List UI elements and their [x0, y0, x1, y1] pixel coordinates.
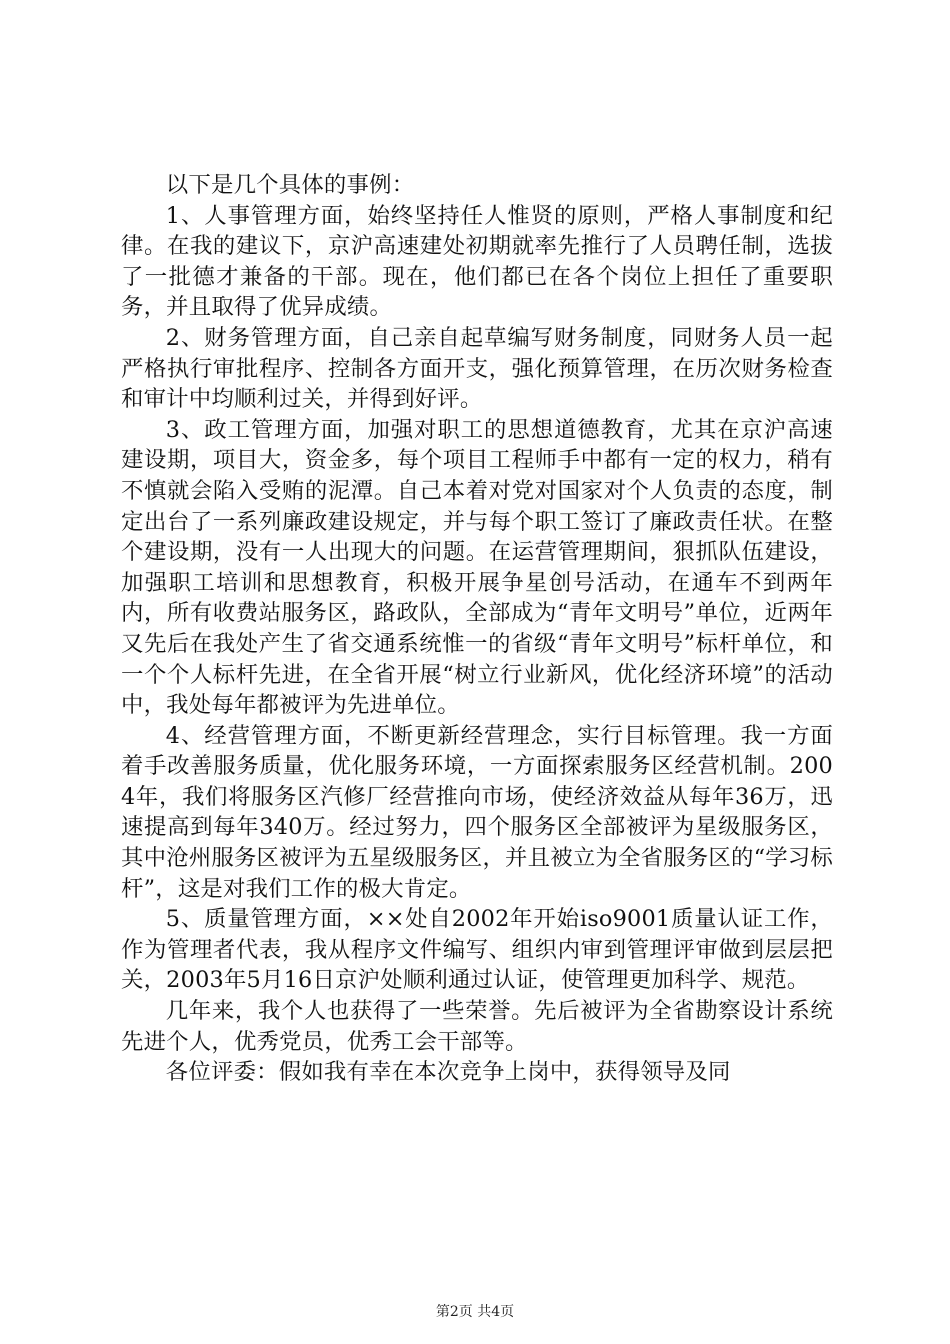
page-footer: 第2页 共4页	[435, 1304, 515, 1320]
paragraph-political: 3、政工管理方面，加强对职工的思想道德教育，尤其在京沪高速建设期，项目大，资金多，每个项目工程师手中都有一定的权力，稍有不慎就会陷入受贿的泥潭。自己本着对党对国家对个人负责的态度，制定出台了一系列廉政建设规定，并与每个职工签订了廉政责任状。在整个建设期，没有一人出现大的问题。在运营管理期间，狠抓队伍建设，加强职工培训和思想教育，积极开展争星创号活动，在通车不到两年内，所有收费站服务区，路政队，全部成为“青年文明号”单位，近两年又先后在我处产生了省交通系统惟一的省级“青年文明号”标杆单位，和一个个人标杆先进，在全省开展“树立行业新风，优化经济环境”的活动中，我处每年都被评为先进单位。	[121, 416, 833, 719]
paragraph-personnel: 1、人事管理方面，始终坚持任人惟贤的原则，严格人事制度和纪律。在我的建议下，京沪高速建处初期就率先推行了人员聘任制，选拔了一批德才兼备的干部。现在，他们都已在各个岗位上担任了重要职务，并且取得了优异成绩。	[121, 202, 833, 321]
paragraph-operations: 4、经营管理方面，不断更新经营理念，实行目标管理。我一方面着手改善服务质量，优化服务环境，一方面探索服务区经营机制。2004年，我们将服务区汽修厂经营推向市场，使经济效益从每年36万，迅速提高到每年340万。经过努力，四个服务区全部被评为星级服务区，其中沧州服务区被评为五星级服务区，并且被立为全省服务区的“学习标杆”，这是对我们工作的极大肯定。	[121, 722, 833, 902]
paragraph-quality: 5、质量管理方面，××处自2002年开始iso9001质量认证工作，作为管理者代表，我从程序文件编写、组织内审到管理评审做到层层把关，2003年5月16日京沪处顺利通过认证，使管理更加科学、规范。	[121, 906, 833, 994]
document-body	[121, 170, 833, 1088]
paragraph-closing: 各位评委：假如我有幸在本次竞争上岗中，获得领导及同	[165, 1059, 731, 1086]
paragraph-intro: 以下是几个具体的事例：	[165, 172, 415, 198]
paragraph-honors: 几年来，我个人也获得了一些荣誉。先后被评为全省勘察设计系统先进个人，优秀党员，优秀工会干部等。	[121, 998, 833, 1055]
paragraph-finance: 2、财务管理方面，自己亲自起草编写财务制度，同财务人员一起严格执行审批程序、控制各方面开支，强化预算管理，在历次财务检查和审计中均顺利过关，并得到好评。	[121, 324, 833, 413]
